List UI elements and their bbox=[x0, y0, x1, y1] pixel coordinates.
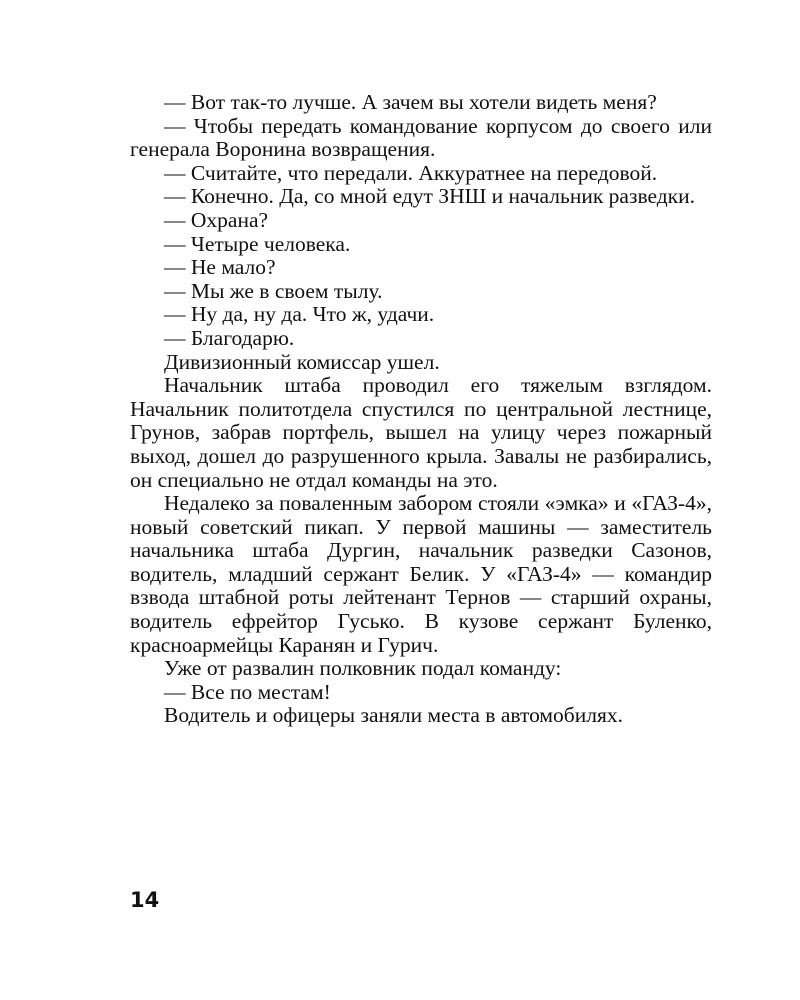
text-block bbox=[130, 91, 712, 728]
page-number: 14 bbox=[130, 888, 160, 912]
paragraph: — Вот так-то лучше. А зачем вы хотели видеть меня? bbox=[164, 90, 657, 114]
paragraph: — Ну да, ну да. Что ж, удачи. bbox=[164, 302, 435, 327]
paragraph: — Считайте, что передали. Аккуратнее на передовой. bbox=[164, 160, 658, 185]
paragraph: — Конечно. Да, со мной едут ЗНШ и начальник разведки. bbox=[164, 184, 695, 209]
paragraph: — Не мало? bbox=[164, 255, 276, 280]
paragraph: Дивизионный комиссар ушел. bbox=[164, 349, 440, 374]
paragraph: Недалеко за поваленным забором стояли «эмка» и «ГАЗ-4», новый советский пикап. У первой машины — заместитель начальника штаба Дургин, начальник разведки Сазонов, водитель, младший сержант Белик. У «ГАЗ-4» — командир взвода штабной роты лейтенант Тернов — старший охраны, водитель ефрейтор Гусько. В кузове сержант Буленко, красноармейцы Каранян и Гурич. bbox=[130, 491, 712, 657]
paragraph: — Благодарю. bbox=[164, 325, 295, 350]
paragraph: — Охрана? bbox=[164, 207, 269, 232]
paragraph: Уже от развалин полковник подал команду: bbox=[164, 656, 562, 681]
paragraph: Начальник штаба проводил его тяжелым взглядом. Начальник политотдела спустился по центральной лестнице, Грунов, забрав портфель, вышел на улицу через пожарный выход, дошел до разрушенного крыла. Завалы не разбирались, он специально не отдал команды на это. bbox=[130, 373, 712, 492]
paragraph: — Четыре человека. bbox=[164, 231, 351, 256]
paragraph: — Мы же в своем тылу. bbox=[164, 278, 383, 303]
paragraph: — Чтобы передать командование корпусом до своего или генерала Воронина возвращения. bbox=[130, 113, 712, 162]
paragraph: Водитель и офицеры заняли места в автомобилях. bbox=[164, 703, 623, 728]
paragraph: — Все по местам! bbox=[164, 679, 331, 704]
